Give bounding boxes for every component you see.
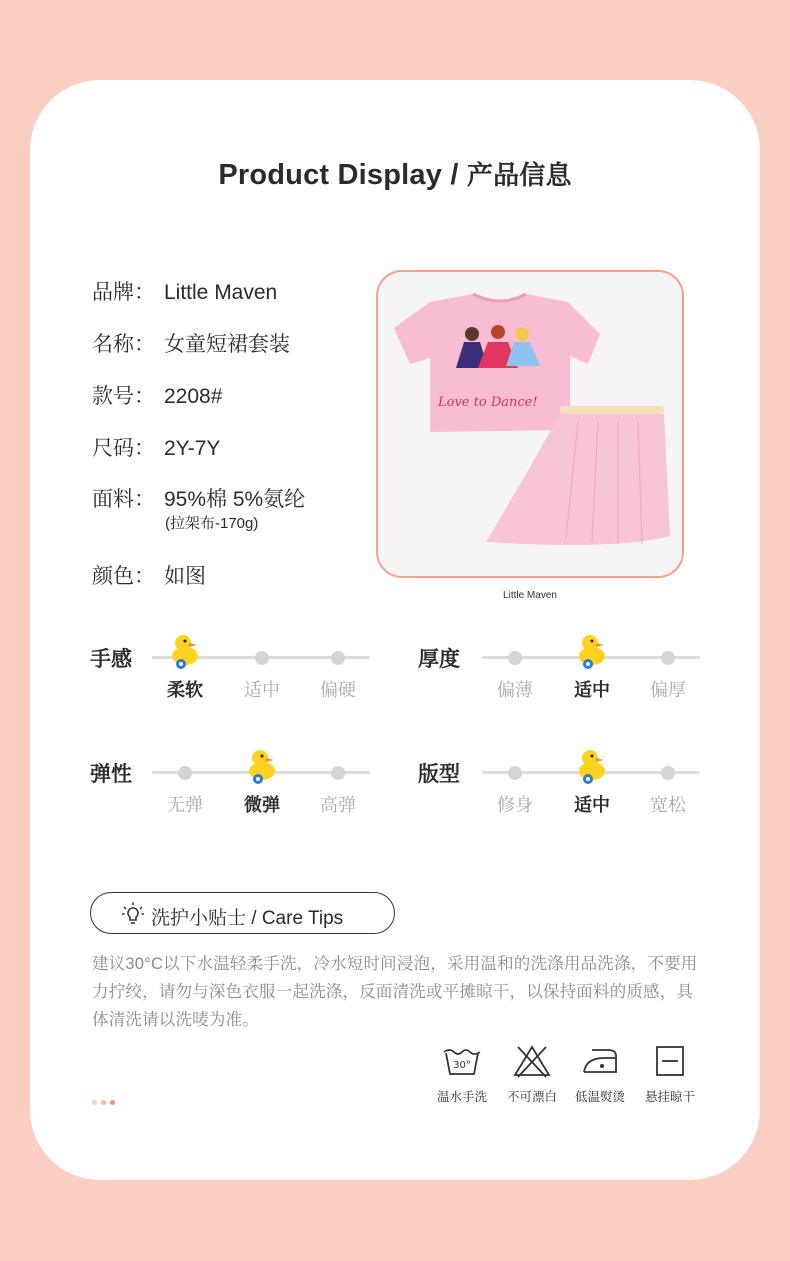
spec-name: 名称： 女童短裙套装 [92,333,290,356]
page-indicator [92,1092,119,1110]
duck-marker-icon [575,747,609,785]
spec-color: 颜色： 如图 [92,565,206,588]
spec-fabric: 面料： 95%棉 5%氨纶 [92,488,306,511]
care-icon-label-bleach: 不可漂白 [506,1090,557,1104]
duck-marker-icon [245,747,279,785]
spec-fabric-note: (拉架布-170g) [165,515,259,532]
scale-option: 宽松 [650,795,686,815]
line-dry-icon [650,1044,690,1078]
scale-label: 厚度 [418,648,460,671]
product-photo [376,270,684,578]
spec-size: 尺码： 2Y-7Y [92,437,221,460]
low-iron-icon [580,1044,620,1078]
scale-option: 偏薄 [497,680,533,700]
page-dot [110,1100,115,1105]
lightbulb-icon [121,902,145,926]
page-title: Product Display / 产品信息 [218,159,572,191]
care-icon-label-iron: 低温熨烫 [574,1090,625,1104]
outfit-illustration [378,272,682,576]
scale-label: 版型 [418,763,460,786]
scale-dot [661,651,675,665]
scale-label: 手感 [90,648,132,671]
page-dot [101,1100,106,1105]
spec-brand: 品牌： Little Maven [92,281,278,304]
scale-option: 无弹 [167,795,203,815]
shirt-print-text: Love to Dance! [438,395,538,410]
care-icon-label-wash: 温水手洗 [436,1090,487,1104]
care-tips-label: 洗护小贴士 / Care Tips [151,908,344,929]
care-tips-pill [90,892,395,934]
page-dot [92,1100,97,1105]
scale-option: 高弹 [320,795,356,815]
scale-option: 适中 [574,680,610,700]
scale-option: 修身 [497,795,533,815]
care-instructions: 建议30°C以下水温轻柔手洗，冷水短时间浸泡，采用温和的洗涤用品洗涤，不要用力拧绞，请勿与深色衣服一起洗涤，反面清洗或平摊晾干，以保持面料的质感，具体清洗请以洗唛为准。 [92,955,698,1029]
scale-option: 偏厚 [650,680,686,700]
scale-dot [508,651,522,665]
duck-marker-icon [168,632,202,670]
scale-dot [508,766,522,780]
scale-dot [178,766,192,780]
spec-style-number: 款号： 2208# [92,385,223,408]
scale-option: 柔软 [167,680,203,700]
scale-dot [331,651,345,665]
wash-temp-text: 30° [453,1060,471,1071]
care-icon-label-dry: 悬挂晾干 [644,1090,695,1104]
scale-dot [331,766,345,780]
scale-option: 适中 [574,795,610,815]
photo-caption: Little Maven [503,590,557,601]
duck-marker-icon [575,632,609,670]
scale-option: 适中 [244,680,280,700]
scale-option: 微弹 [244,795,280,815]
scale-option: 偏硬 [320,680,356,700]
scale-label: 弹性 [90,763,132,786]
no-bleach-icon [512,1044,552,1078]
scale-dot [661,766,675,780]
wash-30-icon [442,1044,482,1078]
scale-dot [255,651,269,665]
